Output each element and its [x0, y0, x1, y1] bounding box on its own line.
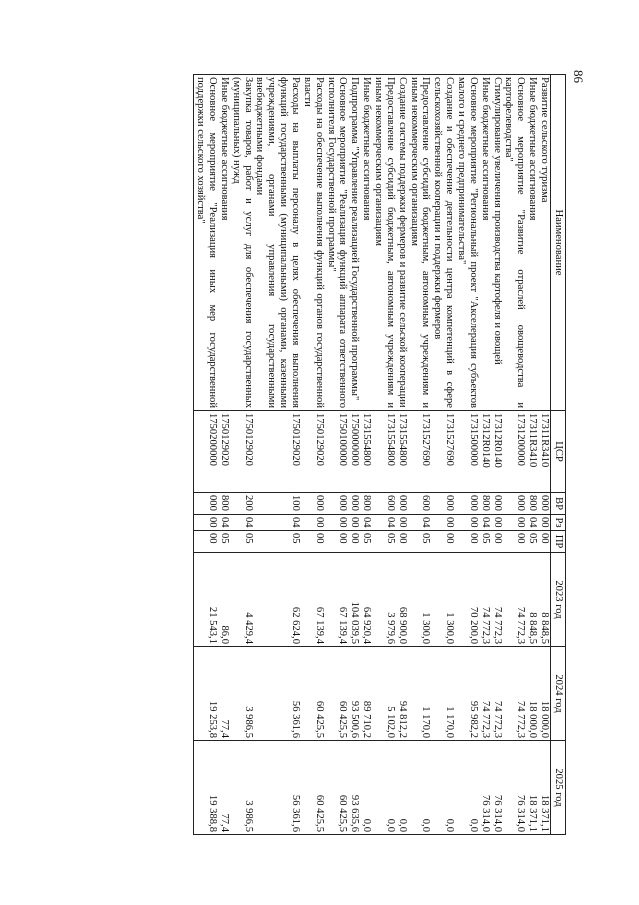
table-row	[408, 75, 432, 835]
table-header-row	[551, 75, 566, 835]
cell-2025: 0,0	[431, 741, 455, 835]
cell-name: Расходы на обеспечение выполнения функций органов государственной власти	[301, 75, 325, 411]
header-2024: 2024 год	[551, 647, 566, 741]
table-row	[360, 75, 372, 835]
table-row	[348, 75, 360, 835]
header-pr: ПР	[551, 531, 566, 553]
cell-vr: 200	[230, 493, 254, 515]
cell-csr: 1750000000	[348, 411, 360, 493]
cell-rz: 04	[408, 515, 432, 531]
cell-pr: 05	[218, 531, 230, 553]
cell-2023: 1 300,0	[431, 553, 455, 647]
cell-2023: 3 979,6	[372, 553, 396, 647]
cell-rz: 00	[194, 515, 218, 531]
cell-csr: 1750200000	[194, 411, 218, 493]
cell-2023: 1 300,0	[408, 553, 432, 647]
cell-pr: 00	[348, 531, 360, 553]
cell-vr: 000	[503, 493, 527, 515]
table-row	[503, 75, 527, 835]
cell-pr: 05	[479, 531, 491, 553]
cell-vr: 000	[301, 493, 325, 515]
cell-vr: 600	[408, 493, 432, 515]
cell-pr: 00	[396, 531, 408, 553]
cell-2024: 95 982,2	[455, 647, 479, 741]
cell-rz: 00	[431, 515, 455, 531]
cell-name: Развитие сельского туризма	[538, 75, 550, 411]
header-csr: ЦСР	[551, 411, 566, 493]
cell-2025: 93 635,6	[348, 741, 360, 835]
cell-rz: 04	[526, 515, 538, 531]
cell-2023: 104 039,5	[348, 553, 360, 647]
cell-2023: 68 900,0	[396, 553, 408, 647]
cell-2025: 77,4	[218, 741, 230, 835]
cell-2024: 18 000,0	[526, 647, 538, 741]
cell-2025: 60 425,5	[325, 741, 349, 835]
cell-2025: 18 371,1	[526, 741, 538, 835]
cell-csr: 1731527690	[408, 411, 432, 493]
cell-rz: 00	[348, 515, 360, 531]
table-row	[325, 75, 349, 835]
cell-name: Основное мероприятие "Реализация иных мер государственной поддержки сельского хозяйства"	[194, 75, 218, 411]
page-number: 86	[571, 70, 586, 83]
cell-name: Основное мероприятие "Развитие отраслей овощеводства и картофелеводства"	[503, 75, 527, 411]
cell-rz: 04	[479, 515, 491, 531]
cell-vr: 800	[526, 493, 538, 515]
cell-rz: 04	[218, 515, 230, 531]
cell-2025: 0,0	[360, 741, 372, 835]
cell-csr: 17311R3410	[526, 411, 538, 493]
table-row	[218, 75, 230, 835]
cell-name: Расходы на выплаты персоналу в целях обеспечения выполнения функций государственными (муниципальными) органами, казенными учреждениями, органами управления государственными внебюджетными фондами	[254, 75, 301, 411]
cell-rz: 00	[396, 515, 408, 531]
cell-pr: 00	[455, 531, 479, 553]
cell-2023: 62 624,0	[254, 553, 301, 647]
table-row	[254, 75, 301, 835]
cell-2024: 74 772,3	[479, 647, 491, 741]
cell-2024: 1 170,0	[431, 647, 455, 741]
cell-name: Иные бюджетные ассигнования	[526, 75, 538, 411]
cell-2024: 18 000,0	[538, 647, 550, 741]
cell-name: Закупка товаров, работ и услуг для обеспечения государственных (муниципальных) нужд	[230, 75, 254, 411]
cell-csr: 1731200000	[503, 411, 527, 493]
cell-2024: 77,4	[218, 647, 230, 741]
cell-pr: 05	[254, 531, 301, 553]
cell-pr: 05	[526, 531, 538, 553]
cell-csr: 1750100000	[325, 411, 349, 493]
cell-2025: 0,0	[408, 741, 432, 835]
cell-rz: 00	[455, 515, 479, 531]
table-row	[372, 75, 396, 835]
cell-vr: 100	[254, 493, 301, 515]
cell-pr: 00	[194, 531, 218, 553]
header-2025: 2025 год	[551, 741, 566, 835]
cell-2024: 93 500,6	[348, 647, 360, 741]
cell-2024: 5 102,0	[372, 647, 396, 741]
cell-csr: 1731554800	[372, 411, 396, 493]
header-vr: ВР	[551, 493, 566, 515]
cell-rz: 00	[301, 515, 325, 531]
cell-2023: 74 772,3	[491, 553, 503, 647]
cell-name: Основное мероприятие "Региональный проект "Акселерация субъектов малого и среднего предпринимательства"	[455, 75, 479, 411]
cell-name: Основное мероприятие "Реализация функций аппарата ответственного исполнителя Государственной программы"	[325, 75, 349, 411]
cell-2025: 0,0	[396, 741, 408, 835]
cell-csr: 1750129020	[254, 411, 301, 493]
cell-2025: 76 314,0	[479, 741, 491, 835]
cell-2023: 74 772,3	[479, 553, 491, 647]
cell-pr: 05	[230, 531, 254, 553]
cell-2024: 60 425,5	[301, 647, 325, 741]
cell-rz: 00	[538, 515, 550, 531]
cell-2023: 64 920,4	[360, 553, 372, 647]
cell-pr: 00	[325, 531, 349, 553]
cell-2023: 8 848,5	[526, 553, 538, 647]
cell-2024: 3 986,5	[230, 647, 254, 741]
header-name: Наименование	[551, 75, 566, 411]
cell-name: Предоставление субсидий бюджетным, автономным учреждениям и иным некоммерческим организациям	[408, 75, 432, 411]
cell-csr: 1750129020	[230, 411, 254, 493]
cell-vr: 000	[348, 493, 360, 515]
table-row	[301, 75, 325, 835]
cell-2024: 19 253,8	[194, 647, 218, 741]
cell-csr: 1731554800	[396, 411, 408, 493]
budget-table	[193, 74, 566, 835]
cell-name: Создание системы поддержки фермеров и развитие сельской кооперации	[396, 75, 408, 411]
cell-csr: 17312R0140	[479, 411, 491, 493]
cell-name: Иные бюджетные ассигнования	[360, 75, 372, 411]
cell-name: Предоставление субсидий бюджетным, автономным учреждениям и иным некоммерческим организациям	[372, 75, 396, 411]
table-row	[538, 75, 550, 835]
table-row	[526, 75, 538, 835]
cell-2024: 56 361,6	[254, 647, 301, 741]
cell-vr: 800	[218, 493, 230, 515]
cell-2024: 60 425,5	[325, 647, 349, 741]
cell-name: Иные бюджетные ассигнования	[218, 75, 230, 411]
cell-name: Стимулирование увеличения производства картофеля и овощей	[491, 75, 503, 411]
cell-name: Подпрограмма "Управление реализацией Государственной программы"	[348, 75, 360, 411]
cell-vr: 000	[455, 493, 479, 515]
table-body	[194, 75, 551, 835]
cell-2025: 76 314,0	[503, 741, 527, 835]
cell-2024: 74 772,3	[503, 647, 527, 741]
cell-vr: 800	[479, 493, 491, 515]
cell-csr: 1731500000	[455, 411, 479, 493]
table-row	[479, 75, 491, 835]
cell-rz: 04	[360, 515, 372, 531]
table-row	[396, 75, 408, 835]
budget-table-rotated	[54, 74, 566, 834]
cell-pr: 05	[372, 531, 396, 553]
cell-2025: 60 425,5	[301, 741, 325, 835]
cell-rz: 04	[372, 515, 396, 531]
cell-pr: 05	[360, 531, 372, 553]
table-row	[194, 75, 218, 835]
cell-rz: 00	[503, 515, 527, 531]
cell-2025: 19 388,8	[194, 741, 218, 835]
cell-2023: 8 848,5	[538, 553, 550, 647]
cell-rz: 00	[491, 515, 503, 531]
cell-vr: 000	[538, 493, 550, 515]
cell-pr: 05	[408, 531, 432, 553]
cell-vr: 600	[372, 493, 396, 515]
cell-csr: 1731554800	[360, 411, 372, 493]
cell-pr: 00	[491, 531, 503, 553]
cell-vr: 000	[194, 493, 218, 515]
cell-2024: 1 170,0	[408, 647, 432, 741]
cell-2023: 67 139,4	[325, 553, 349, 647]
cell-rz: 00	[325, 515, 349, 531]
cell-pr: 00	[538, 531, 550, 553]
cell-rz: 04	[230, 515, 254, 531]
cell-vr: 000	[325, 493, 349, 515]
cell-2025: 76 314,0	[491, 741, 503, 835]
table-row	[431, 75, 455, 835]
cell-2023: 4 429,4	[230, 553, 254, 647]
cell-vr: 000	[396, 493, 408, 515]
cell-rz: 04	[254, 515, 301, 531]
cell-pr: 00	[301, 531, 325, 553]
cell-csr: 1750129020	[301, 411, 325, 493]
cell-2023: 21 543,1	[194, 553, 218, 647]
cell-vr: 800	[360, 493, 372, 515]
cell-vr: 000	[431, 493, 455, 515]
cell-2023: 74 772,3	[503, 553, 527, 647]
cell-2025: 56 361,6	[254, 741, 301, 835]
header-rz: Рз	[551, 515, 566, 531]
cell-2024: 89 710,2	[360, 647, 372, 741]
table-row	[491, 75, 503, 835]
cell-name: Создание и обеспечение деятельности центра компетенций в сфере сельскохозяйственной кооперации и поддержки фермеров	[431, 75, 455, 411]
cell-2025: 3 986,5	[230, 741, 254, 835]
cell-2024: 74 772,3	[491, 647, 503, 741]
cell-pr: 00	[431, 531, 455, 553]
cell-csr: 1731527690	[431, 411, 455, 493]
cell-2024: 94 812,2	[396, 647, 408, 741]
table-row	[230, 75, 254, 835]
cell-pr: 00	[503, 531, 527, 553]
cell-2025: 18 371,1	[538, 741, 550, 835]
cell-csr: 1750129020	[218, 411, 230, 493]
cell-2025: 0,0	[455, 741, 479, 835]
table-row	[455, 75, 479, 835]
cell-2023: 70 200,0	[455, 553, 479, 647]
cell-2023: 67 139,4	[301, 553, 325, 647]
cell-csr: 17311R3410	[538, 411, 550, 493]
cell-name: Иные бюджетные ассигнования	[479, 75, 491, 411]
cell-2025: 0,0	[372, 741, 396, 835]
header-2023: 2023 год	[551, 553, 566, 647]
cell-vr: 000	[491, 493, 503, 515]
cell-2023: 86,0	[218, 553, 230, 647]
cell-csr: 17312R0140	[491, 411, 503, 493]
